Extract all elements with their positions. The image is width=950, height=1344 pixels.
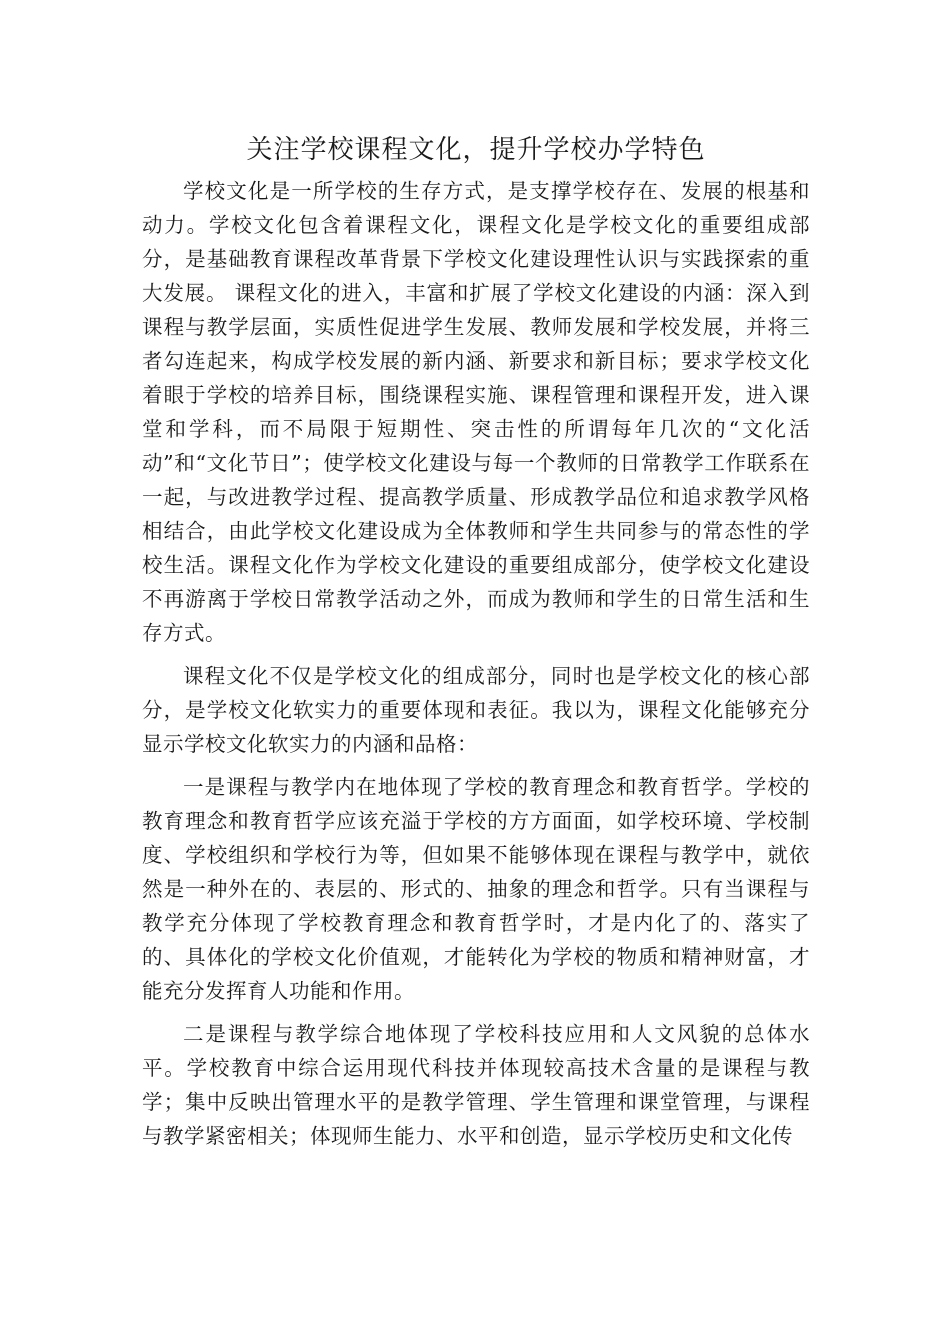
paragraph-1: 学校文化是一所学校的生存方式，是支撑学校存在、发展的根基和动力。学校文化包含着课程文化，课程文化是学校文化的重要组成部分，是基础教育课程改革背景下学校文化建设理性认识与实践探索的重大发展。 课程文化的进入，丰富和扩展了学校文化建设的内涵：深入到课程与教学层面，实质性促进学生发展、教师发展和学校发展，并将三者勾连起来，构成学校发展的新内涵、新要求和新目标；要求学校文化着眼于学校的培养目标，围绕课程实施、课程管理和课程开发，进入课堂和学科，而不局限于短期性、突击性的所谓每年几次的“文化活动”和“文化节日”；使学校文化建设与每一个教师的日常教学工作联系在一起，与改进教学过程、提高教学质量、形成教学品位和追求教学风格相结合，由此学校文化建设成为全体教师和学生共同参与的常态性的学校生活。课程文化作为学校文化建设的重要组成部分，使学校文化建设不再游离于学校日常教学活动之外，而成为教师和学生的日常生活和生存方式。 (142, 179, 810, 645)
document-page (142, 128, 810, 1162)
document-title: 关注学校课程文化，提升学校办学特色 (246, 135, 706, 165)
paragraph-4: 二是课程与教学综合地体现了学校科技应用和人文风貌的总体水平。学校教育中综合运用现代科技并体现较高技术含量的是课程与教学；集中反映出管理水平的是教学管理、学生管理和课堂管理，与课程与教学紧密相关；体现师生能力、水平和创造，显示学校历史和文化传 (142, 1022, 810, 1148)
paragraph-2: 课程文化不仅是学校文化的组成部分，同时也是学校文化的核心部分，是学校文化软实力的重要体现和表征。我以为，课程文化能够充分显示学校文化软实力的内涵和品格： (142, 664, 810, 756)
paragraph-3: 一是课程与教学内在地体现了学校的教育理念和教育哲学。学校的教育理念和教育哲学应该充溢于学校的方方面面，如学校环境、学校制度、学校组织和学校行为等，但如果不能够体现在课程与教学中，就依然是一种外在的、表层的、形式的、抽象的理念和哲学。只有当课程与教学充分体现了学校教育理念和教育哲学时，才是内化了的、落实了的、具体化的学校文化价值观，才能转化为学校的物质和精神财富，才能充分发挥育人功能和作用。 (142, 775, 810, 1003)
